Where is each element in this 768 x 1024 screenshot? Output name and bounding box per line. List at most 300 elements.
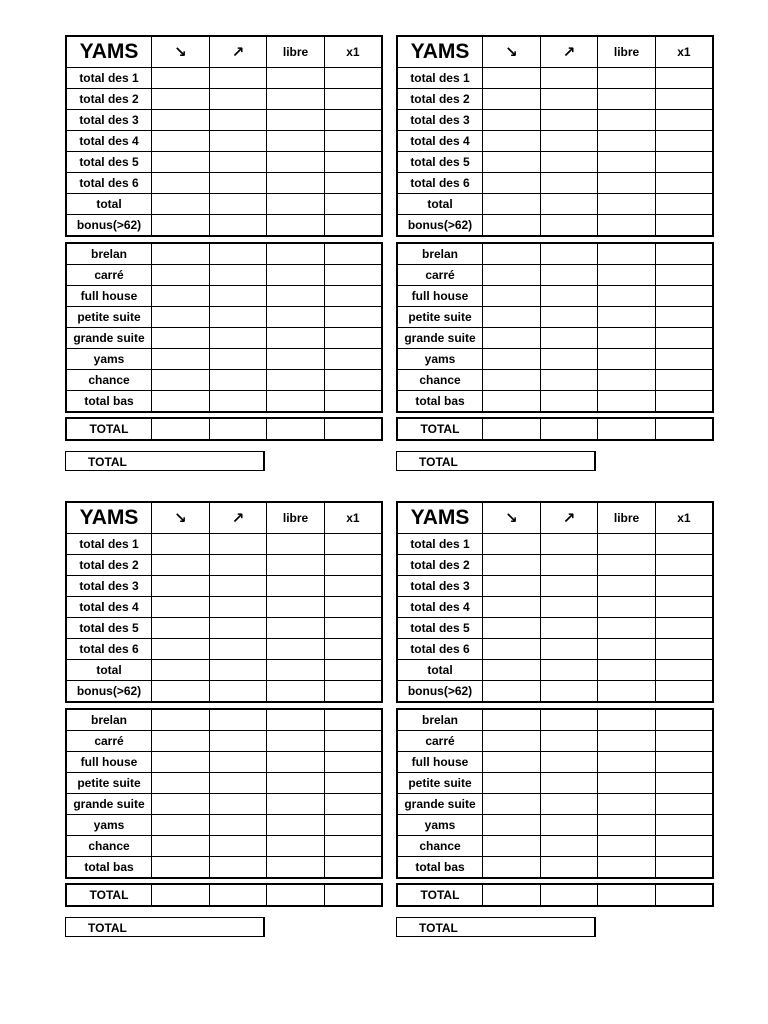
score-cell[interactable] (655, 597, 713, 618)
score-cell[interactable] (324, 89, 382, 110)
score-cell[interactable] (598, 391, 656, 413)
score-cell[interactable] (152, 110, 210, 131)
score-cell[interactable] (267, 884, 325, 906)
score-cell[interactable] (655, 265, 713, 286)
score-cell[interactable] (209, 681, 267, 703)
score-cell[interactable] (152, 773, 210, 794)
score-cell[interactable] (483, 370, 541, 391)
score-cell[interactable] (267, 709, 325, 731)
score-cell[interactable] (540, 194, 598, 215)
row-label: full house (66, 752, 152, 773)
score-cell[interactable] (598, 773, 656, 794)
score-row (66, 173, 382, 194)
score-cell[interactable] (267, 215, 325, 237)
score-cell[interactable] (483, 836, 541, 857)
score-cell[interactable] (209, 286, 267, 307)
grand-total-box[interactable]: TOTAL (65, 917, 265, 937)
row-label: total des 3 (397, 110, 483, 131)
score-cell[interactable] (598, 349, 656, 370)
score-cell[interactable] (152, 731, 210, 752)
row-label: brelan (397, 709, 483, 731)
score-cell[interactable] (267, 576, 325, 597)
score-cell[interactable] (267, 307, 325, 328)
score-cell[interactable] (209, 194, 267, 215)
score-cell[interactable] (209, 349, 267, 370)
score-cell[interactable] (324, 215, 382, 237)
score-cell[interactable] (598, 131, 656, 152)
score-cell[interactable] (540, 884, 598, 906)
score-cell[interactable] (483, 418, 541, 440)
score-cell[interactable] (267, 773, 325, 794)
score-cell[interactable] (152, 709, 210, 731)
score-cell[interactable] (598, 794, 656, 815)
score-row (66, 618, 382, 639)
score-cell[interactable] (209, 884, 267, 906)
score-cell[interactable] (655, 681, 713, 703)
score-cell[interactable] (483, 618, 541, 639)
score-cell[interactable] (655, 243, 713, 265)
score-cell[interactable] (483, 152, 541, 173)
total-row-table (396, 883, 714, 907)
score-cell[interactable] (655, 618, 713, 639)
score-cell[interactable] (540, 152, 598, 173)
score-cell[interactable] (655, 709, 713, 731)
score-cell[interactable] (152, 639, 210, 660)
score-cell[interactable] (483, 349, 541, 370)
score-cell[interactable] (598, 576, 656, 597)
score-cell[interactable] (209, 576, 267, 597)
score-cell[interactable] (209, 173, 267, 194)
score-cell[interactable] (324, 857, 382, 879)
score-cell[interactable] (267, 243, 325, 265)
score-cell[interactable] (655, 286, 713, 307)
score-cell[interactable] (324, 131, 382, 152)
score-cell[interactable] (152, 307, 210, 328)
score-cell[interactable] (152, 265, 210, 286)
score-cell[interactable] (324, 794, 382, 815)
score-cell[interactable] (209, 639, 267, 660)
score-cell[interactable] (483, 243, 541, 265)
score-cell[interactable] (598, 534, 656, 555)
score-cell[interactable] (598, 836, 656, 857)
score-cell[interactable] (655, 110, 713, 131)
score-cell[interactable] (540, 68, 598, 89)
score-cell[interactable] (540, 731, 598, 752)
score-cell[interactable] (655, 555, 713, 576)
score-cell[interactable] (324, 328, 382, 349)
score-cell[interactable] (540, 243, 598, 265)
score-cell[interactable] (540, 391, 598, 413)
score-cell[interactable] (540, 815, 598, 836)
score-cell[interactable] (209, 555, 267, 576)
score-cell[interactable] (540, 773, 598, 794)
score-cell[interactable] (655, 639, 713, 660)
score-cell[interactable] (267, 794, 325, 815)
score-cell[interactable] (152, 152, 210, 173)
score-cell[interactable] (483, 534, 541, 555)
score-cell[interactable] (152, 794, 210, 815)
score-cell[interactable] (540, 215, 598, 237)
row-label: carré (397, 731, 483, 752)
score-cell[interactable] (267, 681, 325, 703)
score-cell[interactable] (324, 618, 382, 639)
score-cell[interactable] (324, 660, 382, 681)
score-cell[interactable] (598, 194, 656, 215)
score-cell[interactable] (483, 709, 541, 731)
score-cell[interactable] (655, 89, 713, 110)
score-cell[interactable] (483, 576, 541, 597)
row-label: total des 3 (66, 110, 152, 131)
score-cell[interactable] (598, 370, 656, 391)
score-cell[interactable] (598, 597, 656, 618)
score-cell[interactable] (483, 286, 541, 307)
score-cell[interactable] (152, 681, 210, 703)
score-cell[interactable] (655, 752, 713, 773)
score-cell[interactable] (483, 597, 541, 618)
score-cell[interactable] (324, 418, 382, 440)
score-cell[interactable] (267, 660, 325, 681)
score-cell[interactable] (324, 639, 382, 660)
score-cell[interactable] (324, 391, 382, 413)
score-cell[interactable] (655, 349, 713, 370)
score-cell[interactable] (152, 173, 210, 194)
score-cell[interactable] (324, 752, 382, 773)
score-cell[interactable] (655, 307, 713, 328)
score-cell[interactable] (267, 418, 325, 440)
score-cell[interactable] (152, 660, 210, 681)
score-cell[interactable] (267, 370, 325, 391)
score-cell[interactable] (209, 418, 267, 440)
score-cell[interactable] (209, 307, 267, 328)
score-cell[interactable] (267, 618, 325, 639)
score-cell[interactable] (209, 215, 267, 237)
score-cell[interactable] (267, 836, 325, 857)
score-cell[interactable] (324, 307, 382, 328)
score-cell[interactable] (483, 307, 541, 328)
score-cell[interactable] (209, 328, 267, 349)
score-cell[interactable] (209, 618, 267, 639)
score-cell[interactable] (209, 857, 267, 879)
score-cell[interactable] (152, 418, 210, 440)
score-cell[interactable] (598, 815, 656, 836)
score-cell[interactable] (540, 857, 598, 879)
score-cell[interactable] (483, 265, 541, 286)
score-cell[interactable] (598, 286, 656, 307)
score-cell[interactable] (209, 68, 267, 89)
score-cell[interactable] (655, 391, 713, 413)
score-cell[interactable] (598, 709, 656, 731)
score-cell[interactable] (152, 815, 210, 836)
score-cell[interactable] (540, 576, 598, 597)
score-cell[interactable] (540, 618, 598, 639)
score-cell[interactable] (655, 370, 713, 391)
score-cell[interactable] (598, 618, 656, 639)
score-cell[interactable] (483, 794, 541, 815)
score-cell[interactable] (267, 639, 325, 660)
score-cell[interactable] (655, 418, 713, 440)
score-cell[interactable] (483, 731, 541, 752)
score-cell[interactable] (655, 576, 713, 597)
score-cell[interactable] (655, 194, 713, 215)
score-cell[interactable] (209, 243, 267, 265)
score-cell[interactable] (655, 794, 713, 815)
score-cell[interactable] (598, 857, 656, 879)
score-cell[interactable] (324, 815, 382, 836)
score-cell[interactable] (267, 597, 325, 618)
score-cell[interactable] (324, 194, 382, 215)
score-cell[interactable] (598, 152, 656, 173)
score-cell[interactable] (540, 265, 598, 286)
score-cell[interactable] (152, 89, 210, 110)
score-cell[interactable] (324, 370, 382, 391)
score-cell[interactable] (655, 731, 713, 752)
score-cell[interactable] (483, 639, 541, 660)
row-label: total des 5 (66, 152, 152, 173)
score-cell[interactable] (267, 152, 325, 173)
score-cell[interactable] (324, 731, 382, 752)
score-cell[interactable] (540, 328, 598, 349)
score-cell[interactable] (655, 215, 713, 237)
row-label: petite suite (66, 307, 152, 328)
score-cell[interactable] (655, 773, 713, 794)
score-cell[interactable] (598, 555, 656, 576)
score-cell[interactable] (267, 391, 325, 413)
score-cell[interactable] (598, 68, 656, 89)
score-cell[interactable] (540, 639, 598, 660)
score-cell[interactable] (324, 243, 382, 265)
score-cell[interactable] (267, 194, 325, 215)
column-header-libre: libre (598, 502, 656, 534)
score-cell[interactable] (655, 328, 713, 349)
score-row (66, 349, 382, 370)
score-cell[interactable] (152, 618, 210, 639)
score-cell[interactable] (655, 660, 713, 681)
score-cell[interactable] (324, 110, 382, 131)
score-cell[interactable] (209, 815, 267, 836)
score-cell[interactable] (324, 597, 382, 618)
score-cell[interactable] (483, 194, 541, 215)
score-cell[interactable] (324, 576, 382, 597)
score-cell[interactable] (483, 773, 541, 794)
row-label: brelan (397, 243, 483, 265)
score-cell[interactable] (598, 173, 656, 194)
score-cell[interactable] (152, 349, 210, 370)
score-cell[interactable] (209, 836, 267, 857)
score-cell[interactable] (209, 110, 267, 131)
score-cell[interactable] (152, 243, 210, 265)
score-cell[interactable] (540, 597, 598, 618)
total-label: TOTAL (66, 418, 152, 440)
column-header-libre: libre (267, 36, 325, 68)
score-cell[interactable] (655, 836, 713, 857)
row-label: yams (397, 815, 483, 836)
score-cell[interactable] (324, 709, 382, 731)
score-cell[interactable] (267, 328, 325, 349)
score-cell[interactable] (267, 265, 325, 286)
score-cell[interactable] (540, 836, 598, 857)
score-cell[interactable] (483, 89, 541, 110)
score-cell[interactable] (598, 884, 656, 906)
sheet-title: YAMS (66, 36, 152, 68)
score-cell[interactable] (209, 709, 267, 731)
score-cell[interactable] (324, 286, 382, 307)
score-cell[interactable] (267, 731, 325, 752)
score-cell[interactable] (598, 215, 656, 237)
score-cell[interactable] (655, 152, 713, 173)
score-cell[interactable] (324, 349, 382, 370)
score-cell[interactable] (152, 752, 210, 773)
score-cell[interactable] (483, 660, 541, 681)
score-cell[interactable] (598, 110, 656, 131)
score-cell[interactable] (655, 173, 713, 194)
score-cell[interactable] (152, 131, 210, 152)
score-cell[interactable] (483, 215, 541, 237)
score-cell[interactable] (540, 370, 598, 391)
score-cell[interactable] (655, 68, 713, 89)
score-cell[interactable] (152, 534, 210, 555)
score-cell[interactable] (209, 794, 267, 815)
score-cell[interactable] (152, 391, 210, 413)
score-cell[interactable] (209, 131, 267, 152)
score-cell[interactable] (540, 555, 598, 576)
score-cell[interactable] (483, 68, 541, 89)
score-cell[interactable] (152, 370, 210, 391)
score-cell[interactable] (209, 731, 267, 752)
score-cell[interactable] (267, 534, 325, 555)
arrow-down-right-icon: ↘ (483, 36, 541, 68)
score-cell[interactable] (267, 857, 325, 879)
score-cell[interactable] (209, 152, 267, 173)
score-cell[interactable] (324, 836, 382, 857)
score-cell[interactable] (209, 534, 267, 555)
score-row (66, 639, 382, 660)
score-cell[interactable] (655, 534, 713, 555)
score-cell[interactable] (324, 681, 382, 703)
score-cell[interactable] (209, 391, 267, 413)
lower-section-table (65, 242, 383, 413)
grand-total-box[interactable]: TOTAL (396, 451, 596, 471)
score-cell[interactable] (324, 173, 382, 194)
score-cell[interactable] (540, 131, 598, 152)
score-cell[interactable] (152, 215, 210, 237)
score-cell[interactable] (324, 534, 382, 555)
score-cell[interactable] (655, 815, 713, 836)
score-cell[interactable] (483, 555, 541, 576)
score-cell[interactable] (540, 534, 598, 555)
score-cell[interactable] (152, 576, 210, 597)
score-cell[interactable] (483, 815, 541, 836)
score-cell[interactable] (152, 836, 210, 857)
row-label: total des 4 (66, 131, 152, 152)
score-cell[interactable] (209, 597, 267, 618)
score-cell[interactable] (483, 857, 541, 879)
score-cell[interactable] (540, 349, 598, 370)
score-cell[interactable] (540, 681, 598, 703)
score-cell[interactable] (152, 68, 210, 89)
grand-total-box[interactable]: TOTAL (65, 451, 265, 471)
score-cell[interactable] (540, 110, 598, 131)
score-cell[interactable] (655, 884, 713, 906)
score-cell[interactable] (540, 709, 598, 731)
score-cell[interactable] (209, 660, 267, 681)
score-cell[interactable] (598, 681, 656, 703)
score-cell[interactable] (324, 773, 382, 794)
score-cell[interactable] (152, 884, 210, 906)
score-cell[interactable] (324, 265, 382, 286)
score-cell[interactable] (483, 681, 541, 703)
score-cell[interactable] (598, 328, 656, 349)
score-cell[interactable] (152, 194, 210, 215)
score-cell[interactable] (655, 131, 713, 152)
score-cell[interactable] (152, 328, 210, 349)
score-cell[interactable] (152, 597, 210, 618)
score-cell[interactable] (209, 89, 267, 110)
score-cell[interactable] (152, 555, 210, 576)
score-cell[interactable] (483, 391, 541, 413)
score-cell[interactable] (598, 639, 656, 660)
score-cell[interactable] (209, 265, 267, 286)
score-cell[interactable] (483, 884, 541, 906)
score-cell[interactable] (267, 173, 325, 194)
score-cell[interactable] (598, 265, 656, 286)
score-cell[interactable] (598, 89, 656, 110)
score-cell[interactable] (540, 794, 598, 815)
score-cell[interactable] (209, 370, 267, 391)
score-cell[interactable] (540, 418, 598, 440)
score-cell[interactable] (598, 243, 656, 265)
score-cell[interactable] (324, 884, 382, 906)
score-cell[interactable] (540, 286, 598, 307)
score-cell[interactable] (540, 89, 598, 110)
score-cell[interactable] (267, 349, 325, 370)
score-cell[interactable] (152, 286, 210, 307)
score-cell[interactable] (267, 131, 325, 152)
score-cell[interactable] (267, 68, 325, 89)
score-cell[interactable] (483, 110, 541, 131)
grand-total-box[interactable]: TOTAL (396, 917, 596, 937)
score-cell[interactable] (209, 752, 267, 773)
score-cell[interactable] (598, 418, 656, 440)
score-cell[interactable] (483, 328, 541, 349)
score-cell[interactable] (483, 752, 541, 773)
score-cell[interactable] (267, 110, 325, 131)
score-cell[interactable] (267, 555, 325, 576)
score-cell[interactable] (598, 731, 656, 752)
score-cell[interactable] (598, 307, 656, 328)
score-cell[interactable] (483, 131, 541, 152)
score-cell[interactable] (540, 752, 598, 773)
score-cell[interactable] (324, 68, 382, 89)
score-cell[interactable] (209, 773, 267, 794)
row-label: yams (66, 815, 152, 836)
score-cell[interactable] (540, 173, 598, 194)
row-label: total des 2 (397, 89, 483, 110)
score-cell[interactable] (267, 286, 325, 307)
score-row (66, 815, 382, 836)
score-cell[interactable] (267, 815, 325, 836)
score-cell[interactable] (655, 857, 713, 879)
score-cell[interactable] (598, 752, 656, 773)
score-cell[interactable] (324, 555, 382, 576)
score-cell[interactable] (540, 307, 598, 328)
score-cell[interactable] (324, 152, 382, 173)
score-cell[interactable] (152, 857, 210, 879)
score-cell[interactable] (267, 752, 325, 773)
score-cell[interactable] (483, 173, 541, 194)
score-cell[interactable] (267, 89, 325, 110)
score-cell[interactable] (540, 660, 598, 681)
score-cell[interactable] (598, 660, 656, 681)
